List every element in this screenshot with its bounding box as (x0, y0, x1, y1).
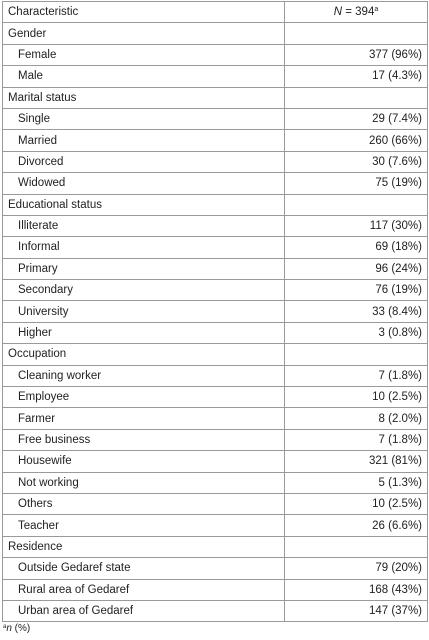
row-label: Housewife (3, 451, 285, 472)
row-label: Employee (3, 387, 285, 408)
row-value: 7 (1.8%) (285, 429, 428, 450)
row-label: Primary (3, 258, 285, 279)
footnote-marker: a (3, 624, 7, 630)
row-label: Farmer (3, 408, 285, 429)
row-label: Free business (3, 429, 285, 450)
row-value: 69 (18%) (285, 237, 428, 258)
row-label: Single (3, 108, 285, 129)
n-value: = 394 (342, 6, 375, 19)
characteristic-header: Characteristic (3, 2, 285, 23)
section-title: Occupation (3, 344, 285, 365)
row-label: Secondary (3, 280, 285, 301)
table-header-row (3, 2, 428, 23)
row-value: 7 (1.8%) (285, 365, 428, 386)
sample-size-header (285, 2, 428, 23)
row-label: Informal (3, 237, 285, 258)
row-value: 147 (37%) (285, 600, 428, 621)
table-row (3, 258, 428, 279)
table-row (3, 173, 428, 194)
row-label: Male (3, 66, 285, 87)
row-value: 321 (81%) (285, 451, 428, 472)
row-label: Outside Gedaref state (3, 558, 285, 579)
table-row (3, 215, 428, 236)
table-row (3, 579, 428, 600)
row-value: 17 (4.3%) (285, 66, 428, 87)
table-row (3, 237, 428, 258)
section-empty-cell (285, 23, 428, 44)
footnote-text: (%) (11, 623, 31, 634)
row-label: University (3, 301, 285, 322)
row-value: 8 (2.0%) (285, 408, 428, 429)
row-value: 5 (1.3%) (285, 472, 428, 493)
row-value: 75 (19%) (285, 173, 428, 194)
n-footnote-marker: a (374, 6, 379, 14)
section-title: Educational status (3, 194, 285, 215)
row-label: Cleaning worker (3, 365, 285, 386)
section-header-row (3, 23, 428, 44)
row-value: 76 (19%) (285, 280, 428, 301)
row-value: 168 (43%) (285, 579, 428, 600)
row-label: Female (3, 44, 285, 65)
row-value: 29 (7.4%) (285, 108, 428, 129)
row-label: Others (3, 493, 285, 514)
section-header-row (3, 194, 428, 215)
table-row (3, 429, 428, 450)
row-label: Higher (3, 322, 285, 343)
table-row (3, 515, 428, 536)
table-row (3, 151, 428, 172)
table-row (3, 408, 428, 429)
row-value: 117 (30%) (285, 215, 428, 236)
table-body (3, 23, 428, 622)
section-header-row (3, 536, 428, 557)
row-label: Not working (3, 472, 285, 493)
table-row (3, 322, 428, 343)
row-label: Rural area of Gedaref (3, 579, 285, 600)
n-symbol: N (333, 6, 343, 19)
section-empty-cell (285, 344, 428, 365)
table-row (3, 472, 428, 493)
table-footnote (3, 623, 30, 634)
table-row (3, 108, 428, 129)
row-value: 96 (24%) (285, 258, 428, 279)
characteristics-table (2, 1, 428, 622)
row-label: Widowed (3, 173, 285, 194)
section-empty-cell (285, 87, 428, 108)
table-row (3, 451, 428, 472)
table-row (3, 301, 428, 322)
row-value: 10 (2.5%) (285, 493, 428, 514)
section-title: Gender (3, 23, 285, 44)
row-value: 30 (7.6%) (285, 151, 428, 172)
table-row (3, 387, 428, 408)
table-row (3, 558, 428, 579)
section-empty-cell (285, 536, 428, 557)
section-header-row (3, 344, 428, 365)
row-label: Urban area of Gedaref (3, 600, 285, 621)
row-value: 260 (66%) (285, 130, 428, 151)
row-label: Teacher (3, 515, 285, 536)
row-value: 3 (0.8%) (285, 322, 428, 343)
section-header-row (3, 87, 428, 108)
table-row (3, 365, 428, 386)
row-label: Illiterate (3, 215, 285, 236)
row-value: 377 (96%) (285, 44, 428, 65)
row-label: Divorced (3, 151, 285, 172)
row-value: 33 (8.4%) (285, 301, 428, 322)
table-row (3, 493, 428, 514)
row-value: 79 (20%) (285, 558, 428, 579)
row-value: 10 (2.5%) (285, 387, 428, 408)
section-title: Residence (3, 536, 285, 557)
footnote-n-symbol: n (6, 623, 12, 634)
table-row (3, 130, 428, 151)
section-empty-cell (285, 194, 428, 215)
table-row (3, 600, 428, 621)
section-title: Marital status (3, 87, 285, 108)
row-value: 26 (6.6%) (285, 515, 428, 536)
table-row (3, 66, 428, 87)
table-row (3, 44, 428, 65)
table-row (3, 280, 428, 301)
row-label: Married (3, 130, 285, 151)
